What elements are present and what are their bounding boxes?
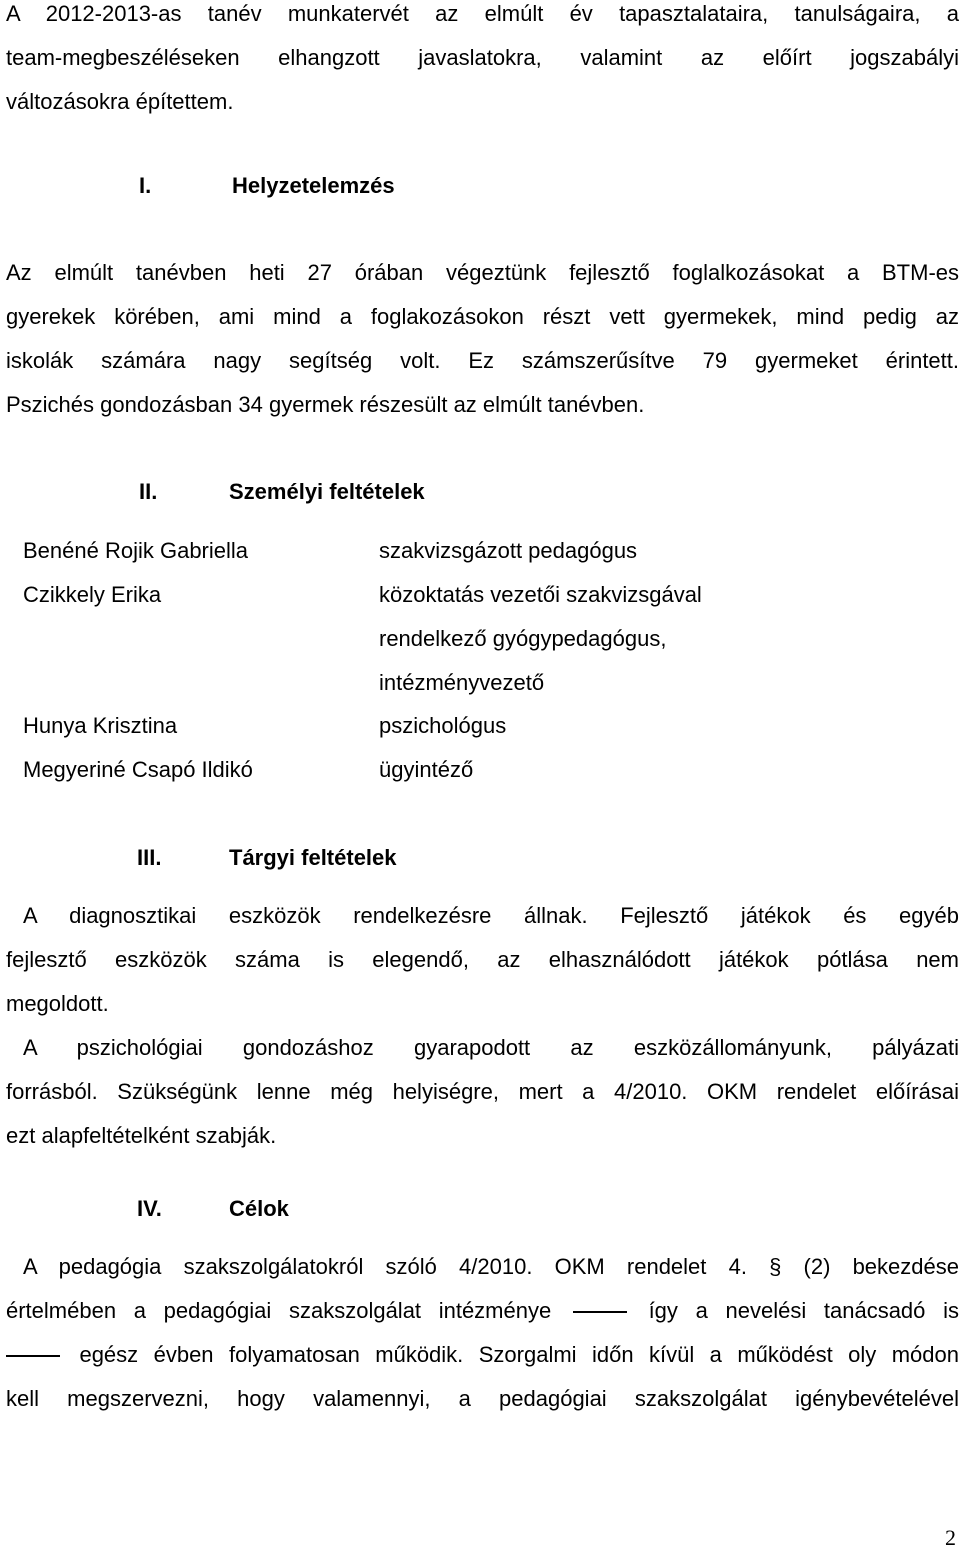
section-title: Célok bbox=[229, 1196, 289, 1221]
line-segment: így a nevelési tanácsadó is bbox=[648, 1298, 959, 1323]
material-paragraph bbox=[6, 894, 959, 1158]
paragraph-line: gyerekek körében, ami mind a foglakozásokon részt vett gyermekek, mind pedig az bbox=[6, 304, 959, 329]
staff-role: ügyintéző bbox=[379, 757, 474, 782]
paragraph-line: Pszichés gondozásban 34 gyermek részesült az elmúlt tanévben. bbox=[6, 392, 645, 417]
section-title: Személyi feltételek bbox=[229, 479, 425, 504]
staff-role: intézményvezető bbox=[379, 670, 545, 695]
goals-paragraph bbox=[6, 1245, 959, 1421]
intro-line: team-megbeszéléseken elhangzott javaslatokra, valamint az előírt jogszabályi bbox=[6, 45, 959, 70]
section-number: II. bbox=[139, 479, 158, 504]
paragraph-line: ezt alapfeltételként szabják. bbox=[6, 1123, 277, 1148]
paragraph-line: A pszichológiai gondozáshoz gyarapodott az eszközállományunk, pályázati bbox=[23, 1035, 959, 1060]
paragraph-line: kell megszervezni, hogy valamennyi, a pedagógiai szakszolgálat igénybevételével bbox=[6, 1386, 959, 1411]
section-number: III. bbox=[137, 845, 162, 870]
staff-role: közoktatás vezetői szakvizsgával bbox=[379, 582, 702, 607]
staff-role: szakvizsgázott pedagógus bbox=[379, 538, 638, 563]
line-segment: egész évben folyamatosan működik. Szorgalmi időn kívül a működést oly módon bbox=[79, 1342, 960, 1367]
paragraph-line: A diagnosztikai eszközök rendelkezésre állnak. Fejlesztő játékok és egyéb bbox=[23, 903, 959, 928]
section-number: IV. bbox=[137, 1196, 162, 1221]
paragraph-line bbox=[6, 1289, 959, 1333]
staff-name: Benéné Rojik Gabriella bbox=[23, 538, 249, 563]
em-dash bbox=[573, 1311, 627, 1313]
intro-line: változásokra építettem. bbox=[6, 89, 234, 114]
paragraph-line: iskolák számára nagy segítség volt. Ez számszerűsítve 79 gyermeket érintett. bbox=[6, 348, 959, 373]
paragraph-line bbox=[6, 1333, 959, 1377]
intro-line: A 2012-2013-as tanév munkatervét az elmúlt év tapasztalataira, tanulságaira, a bbox=[6, 1, 959, 26]
page-number: 2 bbox=[945, 1525, 956, 1550]
section-title: Helyzetelemzés bbox=[232, 173, 395, 198]
staff-name: Hunya Krisztina bbox=[23, 713, 178, 738]
paragraph-line: megoldott. bbox=[6, 991, 109, 1016]
staff-role: rendelkező gyógypedagógus, bbox=[379, 626, 667, 651]
intro-paragraph bbox=[6, 0, 959, 124]
em-dash bbox=[6, 1355, 60, 1357]
paragraph-line: forrásból. Szükségünk lenne még helyiségre, mert a 4/2010. OKM rendelet előírásai bbox=[6, 1079, 959, 1104]
paragraph-line: fejlesztő eszközök száma is elegendő, az elhasználódott játékok pótlása nem bbox=[6, 947, 959, 972]
paragraph-line: A pedagógia szakszolgálatokról szóló 4/2010. OKM rendelet 4. § (2) bekezdése bbox=[23, 1254, 959, 1279]
section-number: I. bbox=[139, 173, 152, 198]
staff-name: Czikkely Erika bbox=[23, 582, 162, 607]
staff-name: Megyeriné Csapó Ildikó bbox=[23, 757, 253, 782]
paragraph-line: Az elmúlt tanévben heti 27 órában végeztünk fejlesztő foglalkozásokat a BTM-es bbox=[6, 260, 959, 285]
situation-paragraph bbox=[6, 251, 959, 427]
section-title: Tárgyi feltételek bbox=[229, 845, 397, 870]
staff-role: pszichológus bbox=[379, 713, 507, 738]
line-segment: értelmében a pedagógiai szakszolgálat intézménye bbox=[6, 1298, 552, 1323]
